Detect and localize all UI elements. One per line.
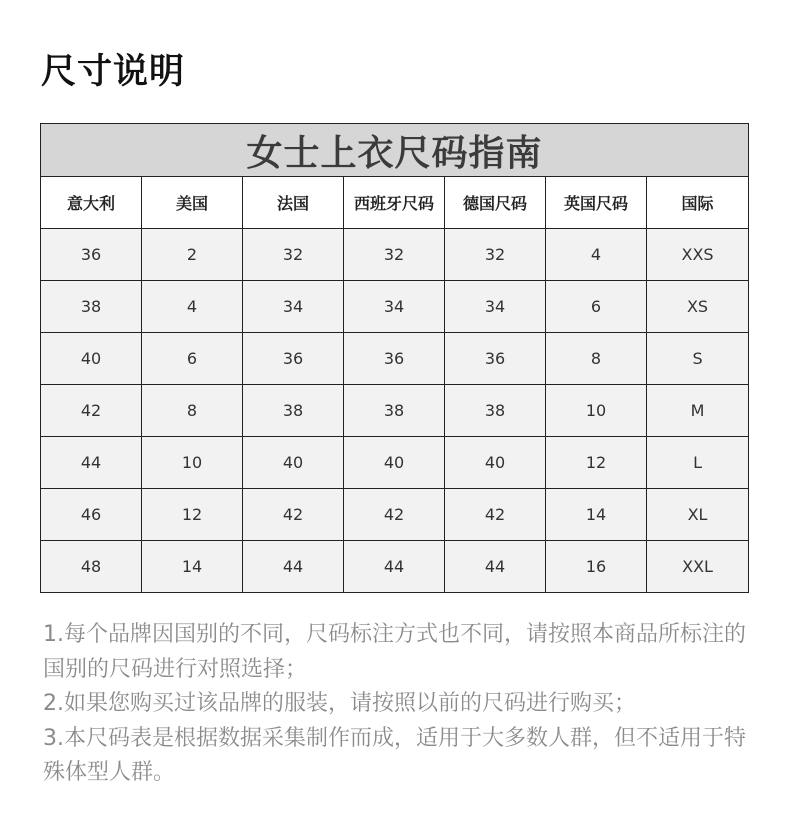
table-cell: 14	[546, 489, 647, 541]
column-header: 英国尺码	[546, 177, 647, 229]
note-item: 2.如果您购买过该品牌的服装，请按照以前的尺码进行购买；	[43, 691, 636, 716]
table-cell: XS	[647, 281, 749, 333]
table-cell: 42	[445, 489, 546, 541]
table-cell: 38	[243, 385, 344, 437]
table-row	[41, 385, 749, 437]
table-row	[41, 281, 749, 333]
table-cell: 40	[243, 437, 344, 489]
table-cell: 44	[445, 541, 546, 593]
table-cell: 40	[344, 437, 445, 489]
table-cell: 46	[41, 489, 142, 541]
page-title: 尺寸说明	[41, 52, 186, 92]
table-cell: 14	[142, 541, 243, 593]
table-cell: 48	[41, 541, 142, 593]
table-cell: 38	[41, 281, 142, 333]
column-header: 美国	[142, 177, 243, 229]
table-cell: 42	[243, 489, 344, 541]
table-cell: M	[647, 385, 749, 437]
table-cell: 32	[344, 229, 445, 281]
table-cell: XXS	[647, 229, 749, 281]
table-cell: 36	[243, 333, 344, 385]
table-cell: 40	[41, 333, 142, 385]
table-title: 女士上衣尺码指南	[41, 124, 749, 177]
size-notes	[43, 618, 755, 791]
table-row	[41, 333, 749, 385]
table-row	[41, 489, 749, 541]
table-cell: 2	[142, 229, 243, 281]
table-cell: 8	[546, 333, 647, 385]
table-cell: 8	[142, 385, 243, 437]
table-cell: 44	[41, 437, 142, 489]
note-item: 3.本尺码表是根据数据采集制作而成，适用于大多数人群，但不适用于特殊体型人群。	[43, 725, 746, 785]
table-cell: 12	[142, 489, 243, 541]
table-cell: 34	[344, 281, 445, 333]
table-cell: 38	[445, 385, 546, 437]
table-cell: 16	[546, 541, 647, 593]
table-cell: 6	[546, 281, 647, 333]
table-row	[41, 229, 749, 281]
table-cell: 36	[41, 229, 142, 281]
column-header: 德国尺码	[445, 177, 546, 229]
table-row	[41, 437, 749, 489]
table-cell: 38	[344, 385, 445, 437]
table-cell: 12	[546, 437, 647, 489]
table-cell: 32	[243, 229, 344, 281]
table-cell: 40	[445, 437, 546, 489]
column-header: 西班牙尺码	[344, 177, 445, 229]
table-cell: 4	[142, 281, 243, 333]
table-cell: 34	[243, 281, 344, 333]
table-row	[41, 541, 749, 593]
table-cell: 4	[546, 229, 647, 281]
table-cell: 10	[546, 385, 647, 437]
table-cell: XXL	[647, 541, 749, 593]
note-item: 1.每个品牌因国别的不同，尺码标注方式也不同，请按照本商品所标注的国别的尺码进行对照选择；	[43, 622, 746, 682]
table-cell: 36	[344, 333, 445, 385]
column-header: 国际	[647, 177, 749, 229]
column-header: 意大利	[41, 177, 142, 229]
column-header: 法国	[243, 177, 344, 229]
table-cell: 32	[445, 229, 546, 281]
table-cell: 44	[243, 541, 344, 593]
table-cell: 42	[41, 385, 142, 437]
table-cell: 6	[142, 333, 243, 385]
table-cell: 44	[344, 541, 445, 593]
table-header-row	[41, 177, 749, 229]
table-cell: S	[647, 333, 749, 385]
table-cell: 42	[344, 489, 445, 541]
table-cell: 10	[142, 437, 243, 489]
size-chart-table	[40, 123, 749, 593]
table-cell: L	[647, 437, 749, 489]
table-cell: 34	[445, 281, 546, 333]
table-cell: XL	[647, 489, 749, 541]
table-cell: 36	[445, 333, 546, 385]
